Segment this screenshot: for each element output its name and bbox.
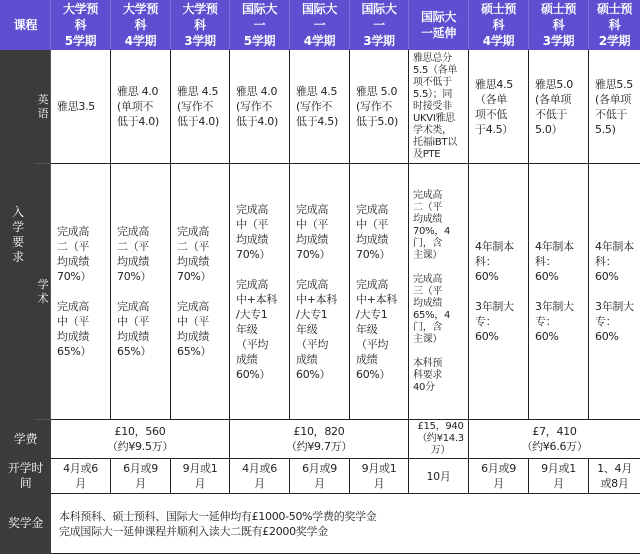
column-header: 大学预 科 4学期 [111, 1, 171, 50]
scholarship-line: 本科预科、硕士预科、国际大一延伸均有£1000-50%学费的奖学金 [59, 509, 640, 524]
english-requirement-cell: 雅思 4.5 (写作不 低于4.5) [290, 50, 350, 164]
start-date-cell: 9月或1 月 [529, 459, 589, 494]
start-date-cell: 10月 [409, 459, 469, 494]
academic-requirement-cell: 完成高 中（平 均成绩 70%） 完成高 中+本科 /大专1 年级 （平均 成绩 60%） [290, 164, 350, 420]
academic-requirement-cell: 完成高 二（平 均成绩 70%，4 门，含 主课） 完成高 三（平 均成绩 65%，4 门，含 主课） 本科预 科要求 40分 [409, 164, 469, 420]
english-requirement-cell: 雅思 4.5 (写作不 低于4.0) [171, 50, 230, 164]
academic-requirement-cell: 完成高 二（平 均成绩 70%） 完成高 中（平 均成绩 65%） [51, 164, 111, 420]
english-requirement-cell: 雅思总分 5.5（各单 项不低于 5.5）；同 时接受非 UKVI雅思 学术类， 托福iBT以 及PTE [409, 50, 469, 164]
column-header: 国际大 一 4学期 [290, 1, 350, 50]
start-date-cell: 9月或1 月 [350, 459, 409, 494]
english-requirement-cell: 雅思5.0 (各单项 不低于 5.0） [529, 50, 589, 164]
start-date-label: 开学时 间 [1, 459, 51, 494]
column-header: 硕士预 科 4学期 [469, 1, 529, 50]
scholarship-label: 奖学金 [1, 494, 51, 554]
academic-requirement-cell: 4年制本 科： 60% 3年制大 专： 60% [589, 164, 640, 420]
start-date-cell: 9月或1 月 [171, 459, 230, 494]
academic-requirement-cell: 完成高 中（平 均成绩 70%） 完成高 中+本科 /大专1 年级 （平均 成绩 60%） [230, 164, 290, 420]
column-header: 大学预 科 3学期 [171, 1, 230, 50]
academic-requirement-cell: 完成高 二（平 均成绩 70%） 完成高 中（平 均成绩 65%） [111, 164, 171, 420]
academic-requirement-cell: 4年制本 科： 60% 3年制大 专： 60% [469, 164, 529, 420]
start-date-cell: 4月或6 月 [51, 459, 111, 494]
english-requirement-cell: 雅思 4.0 (单项不 低于4.0) [111, 50, 171, 164]
start-date-cell: 6月或9 月 [290, 459, 350, 494]
scholarship-text [51, 494, 640, 554]
academic-label: 学 术 [36, 164, 51, 420]
fee-cell: £7，410 （约¥6.6万） [469, 420, 640, 459]
academic-requirement-cell: 完成高 中（平 均成绩 70%） 完成高 中+本科 /大专1 年级 （平均 成绩 60%） [350, 164, 409, 420]
start-date-cell: 4月或6 月 [230, 459, 290, 494]
english-requirement-cell: 雅思3.5 [51, 50, 111, 164]
academic-requirement-cell: 完成高 二（平 均成绩 70%） 完成高 中（平 均成绩 65%） [171, 164, 230, 420]
course-header: 课程 [1, 1, 51, 50]
english-requirement-cell: 雅思4.5 （各单 项不低 于4.5） [469, 50, 529, 164]
english-label: 英 语 [36, 50, 51, 164]
start-date-cell: 6月或9 月 [469, 459, 529, 494]
column-header: 硕士预 科 3学期 [529, 1, 589, 50]
column-header: 国际大 一 3学期 [350, 1, 409, 50]
column-header: 国际大 一延伸 [409, 1, 469, 50]
english-requirement-cell: 雅思 5.0 (写作不 低于5.0) [350, 50, 409, 164]
english-requirement-cell: 雅思 4.0 (写作不 低于4.0) [230, 50, 290, 164]
start-date-cell: 1、4月 或8月 [589, 459, 640, 494]
fee-cell: £10，560 （约¥9.5万） [51, 420, 230, 459]
column-header: 大学预 科 5学期 [51, 1, 111, 50]
admission-requirements-label: 入 学 要 求 [1, 50, 36, 420]
start-date-cell: 6月或9 月 [111, 459, 171, 494]
scholarship-line: 完成国际大一延伸课程并顺利入读大二既有£2000奖学金 [59, 524, 640, 539]
academic-requirement-cell: 4年制本 科： 60% 3年制大 专： 60% [529, 164, 589, 420]
fees-label: 学费 [1, 420, 51, 459]
column-header: 硕士预 科 2学期 [589, 1, 640, 50]
fee-cell: £15，940 （约¥14.3 万） [409, 420, 469, 459]
english-requirement-cell: 雅思5.5 (各单项 不低于 5.5) [589, 50, 640, 164]
fee-cell: £10，820 （约¥9.7万） [230, 420, 409, 459]
column-header: 国际大 一 5学期 [230, 1, 290, 50]
